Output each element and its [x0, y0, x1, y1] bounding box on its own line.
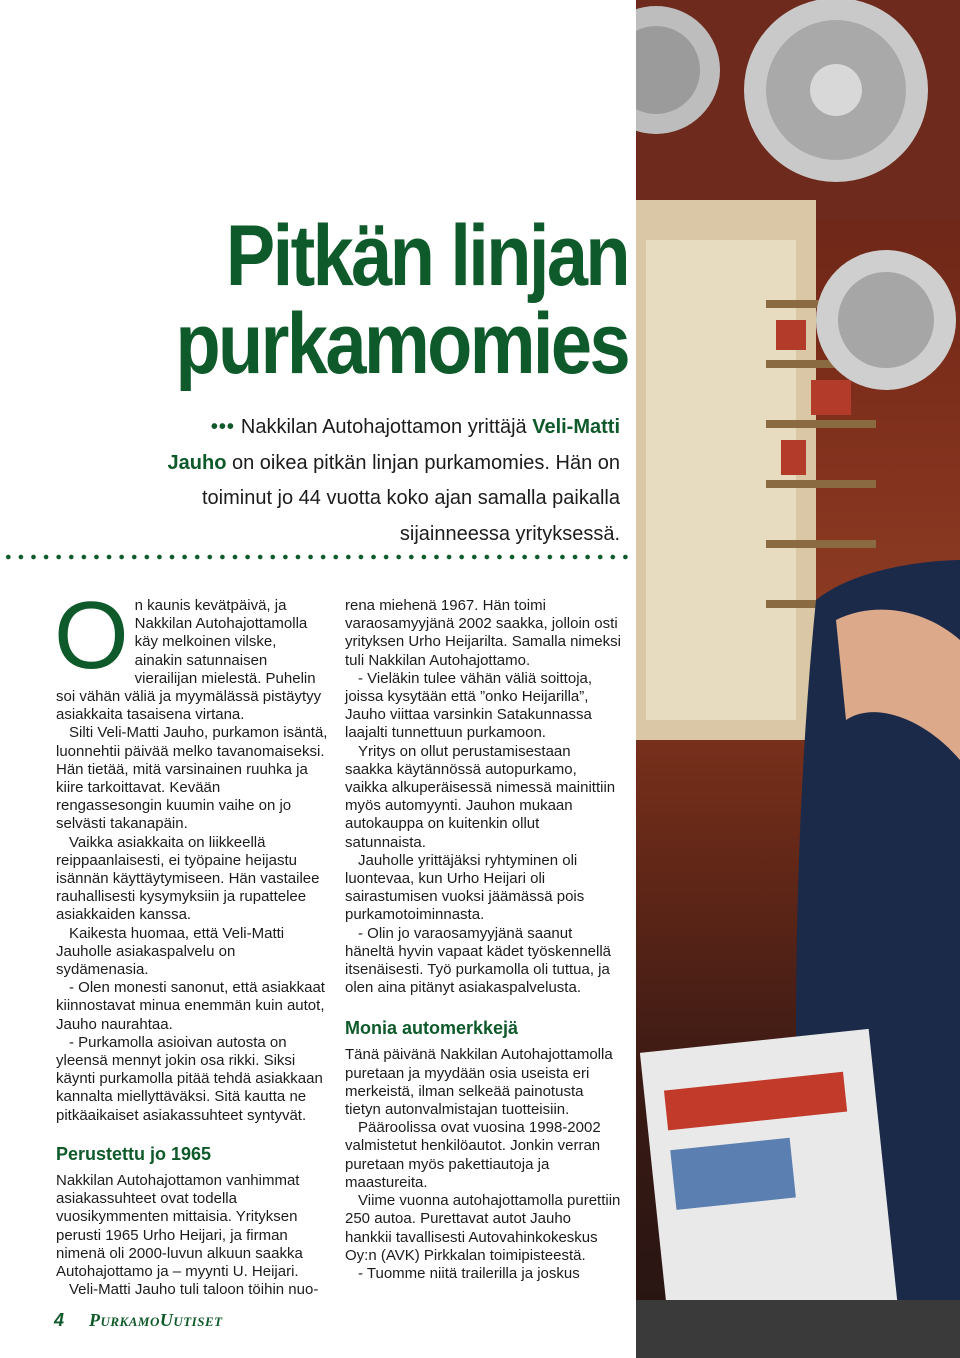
paragraph-text: Vaikka asiakkaita on liikkeellä reippaanlaisesti, ei työpaine heijastu isännän käyttäytymiseen. Hän vastailee rauhallisesti kysymyksiin ja rupattelee asiakkaiden kanssa.	[56, 833, 320, 924]
paragraph-text: Yritys on ollut perustamisestaan saakka käytännössä autopurkamo, vaikka alkuperäisessä nimessä mainittiin myös automyynti. Jauhon mukaan autokauppa on kuitenkin ollut satunnaista.	[345, 742, 616, 851]
body-paragraph	[345, 1265, 621, 1283]
body-paragraph	[345, 925, 621, 998]
paragraph-text: - Olin jo varaosamyyjänä saanut häneltä hyvin vapaat kädet työskennellä itsenäisesti. Työ purkamolla oli tuttua, ja olen aina pitänyt asiakaspalvelusta.	[345, 924, 612, 997]
body-paragraph	[345, 670, 621, 743]
paragraph-text: - Vieläkin tulee vähän väliä soittoja, joissa kysytään että ”onko Heijarilla”, Jauho viittaa varsinkin Satakunnassa laajalti tunnettuun purkamoon.	[345, 669, 593, 742]
paragraph-text: Perustettu jo 1965	[56, 1143, 212, 1164]
body-paragraph	[56, 1172, 328, 1281]
paragraph-text: Tänä päivänä Nakkilan Autohajottamolla puretaan ja myydään osia useista eri merkeistä, ilman selkeää painotusta tietyn autonvalmistajan tuotteisiin.	[345, 1046, 613, 1119]
body-column-2	[345, 597, 621, 1283]
paragraph-text: Nakkilan Autohajottamon vanhimmat asiakassuhteet ovat todella vuosikymmenten mittaisia. Yrityksen perusti 1965 Urho Heijari, ja firman nimenä oli 2000-luvun alkuun saakka Autohajottamo ja – myynti U. Heijari.	[56, 1171, 303, 1280]
body-paragraph	[345, 852, 621, 925]
paragraph-text: - Tuomme niitä trailerilla ja joskus	[358, 1264, 580, 1282]
paragraph-text: Jauholle yrittäjäksi ryhtyminen oli luontevaa, kun Urho Heijari oli sairastumisen vuoksi jäämässä pois purkamotoiminnasta.	[345, 851, 585, 924]
body-paragraph	[345, 1046, 621, 1119]
section-heading	[56, 1143, 328, 1165]
body-paragraph	[345, 597, 621, 670]
lead-person-name: Veli-Matti Jauho	[167, 416, 620, 474]
body-paragraph	[56, 1281, 328, 1299]
body-paragraph	[56, 925, 328, 980]
body-paragraph	[345, 1119, 621, 1192]
paragraph-text: Silti Veli-Matti Jauho, purkamon isäntä, luonnehtii päivää melko tavanomaiseksi. Hän tietää, mitä varsinainen ruuhka ja kiire tarkoittavat. Kevään rengassesongin kuumin vaihe on jo selvästi takanapäin.	[56, 724, 328, 833]
body-paragraph	[56, 724, 328, 833]
body-paragraph	[54, 582, 328, 724]
lead-text-before: Nakkilan Autohajottamon yrittäjä	[240, 416, 533, 438]
headline-line-1: Pitkän linjan	[225, 208, 628, 304]
paragraph-text: Viime vuonna autohajottamolla purettiin 250 autoa. Purettavat autot Jauho hankkii tavallisesti Autovahinkokeskus Oy:n (AVK) Pirkkalan toimipisteestä.	[345, 1192, 621, 1264]
drop-cap: O	[54, 582, 129, 689]
lead-bullet-icon: •••	[210, 416, 235, 438]
paragraph-text: rena miehenä 1967. Hän toimi varaosamyyjänä 2002 saakka, jolloin osti yrityksen Urho Heijarilta. Samalla nimeksi tuli Nakkilan Autohajottamo.	[345, 597, 621, 669]
body-paragraph	[56, 1034, 328, 1125]
headline-line-2: purkamomies	[175, 296, 629, 392]
workshop-photo-illustration	[636, 0, 960, 1358]
paragraph-text: Veli-Matti Jauho tuli taloon töihin nuo-	[69, 1281, 319, 1299]
body-paragraph	[56, 834, 328, 925]
paragraph-text: Monia automerkkejä	[345, 1018, 519, 1039]
lead-text-after: on oikea pitkän linjan purkamomies. Hän on toiminut jo 44 vuotta koko ajan samalla paikalla sijainneessa yrityksessä.	[201, 451, 620, 545]
page-number: 4	[54, 1310, 65, 1330]
paragraph-text: - Olen monesti sanonut, että asiakkaat kiinnostavat minua enemmän kuin autot, Jauho naurahtaa.	[56, 979, 325, 1033]
paragraph-text: Pääroolissa ovat vuosina 1998-2002 valmistetut henkilöautot. Jonkin verran puretaan myös pakettiautoja ja maastureita.	[345, 1119, 601, 1191]
paragraph-text: n kaunis kevätpäivä, ja Nakkilan Autohajottamolla käy melkoinen vilske, ainakin satunnaisen vierailijan mielestä. Puhelin soi vähän väliä ja myymälässä pistäytyy asiakkaita tasaisena virtana.	[56, 597, 322, 724]
dotted-divider	[2, 552, 634, 562]
publication-name: PurkamoUutiset	[89, 1310, 223, 1330]
body-paragraph	[345, 1192, 621, 1265]
lead-paragraph	[150, 410, 620, 552]
body-paragraph	[56, 979, 328, 1034]
body-paragraph	[345, 743, 621, 852]
headline	[138, 208, 629, 392]
workshop-photo	[636, 0, 960, 1358]
paragraph-text: - Purkamolla asioivan autosta on yleensä mennyt jokin osa rikki. Siksi käynti purkamolla pitää tehdä asiakkaan kannalta miellyttäväksi. Sitä kautta ne pitkäaikaiset asiakassuhteet syntyvät.	[56, 1033, 323, 1124]
body-column-1	[54, 582, 328, 1299]
section-heading	[345, 1017, 621, 1039]
paragraph-text: Kaikesta huomaa, että Veli-Matti Jauholle asiakaspalvelu on sydämenasia.	[56, 924, 285, 979]
